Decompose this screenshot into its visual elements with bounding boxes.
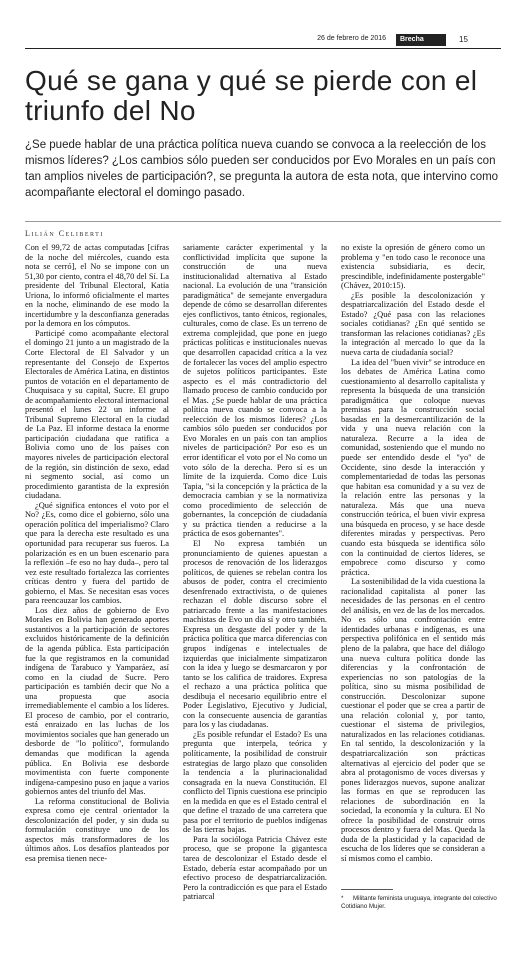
paragraph: La reforma constitucional de Bolivia expresa como eje central orientador la descolonización del poder, y sin duda su formulación constituye uno de los aspectos más transformadores de los últimos años. Los desafíos planteados por esa premisa tienen nece- bbox=[25, 796, 169, 863]
page-header bbox=[0, 34, 524, 48]
paragraph: La idea del "buen vivir" se introduce en los debates de América Latina como cuestionamiento al desarrollo capitalista y representa la búsqueda de una transición paradigmática que coloque nuevas premisas para la construcción social basadas en la desmercantilización de la vida y una nueva relación con la naturaleza. Recurre a la idea de comunidad, sosteniendo que el mundo no puede ser entendido desde el "yo" de Occidente, sino desde la interacción y complementariedad de todas las personas que habitan esa comunidad y a su vez de la relación entre las personas y la naturaleza. Más que una nueva construcción teórica, el buen vivir expresa una búsqueda en proceso, y se hace desde diferentes miradas y perspectivas. Pero cuando esta búsqueda se identifica sólo con la continuidad de ciertos líderes, se empobrece como discurso y como práctica. bbox=[341, 357, 485, 577]
article-column-1 bbox=[25, 243, 169, 864]
paragraph: Participé como acompañante electoral el domingo 21 junto a un magistrado de la Corte Electoral de El Salvador y un representante del Consejo de Expertos Electorales de América Latina, en distintos puntos de votación en el departamento de Chuquisaca y su capital, Sucre. El grupo de acompañamiento electoral internacional presentó el lunes 22 un informe al Tribunal Supremo Electoral en la ciudad de La Paz. El informe destaca la enorme participación ciudadana que ratifica a Bolivia como uno de los países con mayores niveles de participación electoral de la región, sin distinción de sexo, edad ni segmento social, así como un procedimiento garantista de la expresión ciudadana. bbox=[25, 328, 169, 501]
paragraph: ¿Es posible la descolonización y despatriarcalización del Estado desde el Estado? ¿Qué pasa con las relaciones sociales cotidianas? ¿En qué sentido se transforman las relaciones cotidianas? ¿Es la integración al mercado lo que da la nueva carta de ciudadanía social? bbox=[341, 290, 485, 358]
article-column-2 bbox=[183, 243, 327, 902]
paragraph: ¿Qué significa entonces el voto por el No? ¿Es, como dice el gobierno, sólo una operación política del imperialismo? Claro que para la derecha este resultado es una oportunidad para recuperar sus fueros. La polarización es en un buen escenario para la reflexión –fe eso no hay duda–, pero tal vez este resultado fortalezca las corrientes críticas dentro y fuera del partido de gobierno, el Mas. Se necesitan esas voces para reencauzar los cambios. bbox=[25, 500, 169, 606]
article-title: Qué se gana y qué se pierde con el triunfo del No bbox=[25, 65, 478, 126]
asterisk-icon: * bbox=[341, 895, 344, 902]
footnote-divider bbox=[341, 889, 393, 890]
byline-divider bbox=[25, 221, 501, 222]
paragraph: La sostenibilidad de la vida cuestiona la racionalidad capitalista al poner las necesidades de las personas en el centro del análisis, en vez de las de los mercados. No es sólo una confrontación entre identidades urbanas e indígenas, es una perspectiva polifónica en el sentido más pleno de la palabra, que hace del diálogo una nueva cultura política donde las diferencias y la confrontación de experiencias no son patologías de la política, sino su misma posibilidad de construcción. Descolonizar supone cuestionar el poder que se crea a partir de una relación colonial y, por tanto, cuestionar el sistema de privilegios, naturalizados en las relaciones cotidianas. En tal sentido, la descolonización y la despatriarcalización son prácticas alternativas al ejercicio del poder que se abra al protagonismo de voces diversas y pones liderazgos nuevos, supone analizar las formas en que se reproducen las relaciones de subordinación en la sociedad, la economía y la cultura. El No ofrece la posibilidad de construir otros procesos dentro y fuera del Mas. Queda la duda de la plasticidad y la capacidad de escucha de los líderes que se consideran a sí mismos como el cambio. bbox=[341, 577, 485, 863]
footnote-text: Militante feminista uruguaya, integrante del colectivo Cotidiano Mujer. bbox=[341, 895, 497, 910]
header-divider bbox=[25, 48, 501, 49]
paragraph: Los diez años de gobierno de Evo Morales en Bolivia han generado aportes sustantivos a la participación de sectores excluidos históricamente de la definición de la agenda pública. Esta participación fue la que registramos en la comunidad indígena de Tarabuco y Yamparáez, así como en la ciudad de Sucre. Pero participación es también decir que No a una propuesta que asocia irremediablemente el cambio a los líderes. El proceso de cambio, por el contrario, está enraizado en las luchas de los movimientos sociales que han generado un desborde de "lo político", formulando demandas que modifican la agenda pública. En Bolivia ese desborde movimentista con fuerte componente indígena-campesino puso en jaque a varios gobiernos antes del triunfo del Mas. bbox=[25, 605, 169, 797]
article-column-3 bbox=[341, 243, 485, 864]
paragraph: El No expresa también un pronunciamiento de quienes apuestan a procesos de renovación de los liderazgos políticos, de quienes se rebelan contra los abusos de poder, contra el crecimiento desenfrenado extractivista, o de quienes rechazan el doble discurso sobre el patriarcado frente a las manifestaciones machistas de Evo un día sí y otro también. Expresa un desgaste del poder y de la práctica política que marca diferencias con grupos indígenas e intelectuales de izquierdas que inicialmente simpatizaron con la idea y luego se desmarcaron y por tanto se los califica de traidores. Expresa el rechazo a una práctica política que desdibuja el necesario equilibrio entre el Poder Legislativo, Ejecutivo y Judicial, con la consecuente ausencia de garantías para los y las ciudadanas. bbox=[183, 538, 327, 730]
page-number: 15 bbox=[459, 35, 468, 44]
publication-brand: Brecha bbox=[396, 34, 446, 46]
paragraph: Para la socióloga Patricia Chávez este proceso, que se propone la gigantesca tarea de descolonizar el Estado desde el Estado, debería estar acompañado por un efectivo proceso de despatriarcalización. Pero la contradicción es que para el Estado patriarcal bbox=[183, 834, 327, 902]
article-lead: ¿Se puede hablar de una práctica política nueva cuando se convoca a la reelección de los mismos líderes? ¿Los cambios sólo pueden ser conducidos por Evo Morales en un país con tan amplios niveles de participación?, se pregunta la autora de esta nota, que intervino como acompañante electoral el domingo pasado. bbox=[25, 139, 499, 199]
paragraph: ¿Es posible refundar el Estado? Es una pregunta que interpela, teórica y políticamente, la posibilidad de construir estrategias de largo plazo que consoliden la tendencia a la plurinacionalidad consagrada en la nueva Constitución. El conflicto del Tipnis cuestiona ese principio en la medida en que es el Estado central el que define el trazado de una carretera que pasa por el territorio de pueblos indígenas de las tierras bajas. bbox=[183, 729, 327, 835]
paragraph: sariamente carácter experimental y la conflictividad implícita que supone la construcción de una nueva institucionalidad alternativa al Estado nacional. La evolución de una "transición paradigmática" de semejante envergadura depende de cómo se desarrollan diferentes ejes conflictivos, tanto étnicos, regionales, culturales, como de clase. Es un terreno de extrema complejidad, que pone en juego prácticas políticas e institucionales nuevas que desarrollen capacidad crítica a la vez de fortalecer las voces del amplio espectro de sujetos políticos participantes. Este aspecto es el más contradictorio del llamado proceso de cambio conducido por el Mas. ¿Se puede hablar de una práctica política nueva cuando se convoca a la reelección de los mismos líderes? ¿Los cambios sólo pueden ser conducidos por Evo Morales en un país con tan amplios niveles de participación? Por eso es un error identificar el voto por el No como un voto sólo de la derecha. Pero sí es un límite de la izquierda. Como dice Luis Tapia, "si la concepción y la práctica de la democracia cambian y se la normativiza como procedimiento de selección de gobernantes, la concepción de ciudadanía y su práctica tienden a reducirse a la práctica de esos gobernantes". bbox=[183, 243, 327, 539]
author-footnote bbox=[341, 895, 501, 911]
issue-date: 26 de febrero de 2016 bbox=[317, 35, 386, 42]
paragraph: no existe la opresión de género como un problema y "en todo caso le reconoce una existencia subsidiaria, es decir, prescindible, indefinidamente postergable" (Chávez, 2010:15). bbox=[341, 243, 485, 291]
paragraph: Con el 99,72 de actas computadas [cifras de la noche del miércoles, cuando esta nota se cerró], el No se impone con un 51,30 por ciento, contra el 48,70 del Sí. La presidente del Tribunal Electoral, Katia Uriona, lo informó oficialmente el martes en la noche, eliminando de ese modo la incertidumbre y la desconfianza generadas por la demora en los cómputos. bbox=[25, 243, 169, 329]
author-byline: Lilián Celiberti bbox=[25, 229, 104, 238]
